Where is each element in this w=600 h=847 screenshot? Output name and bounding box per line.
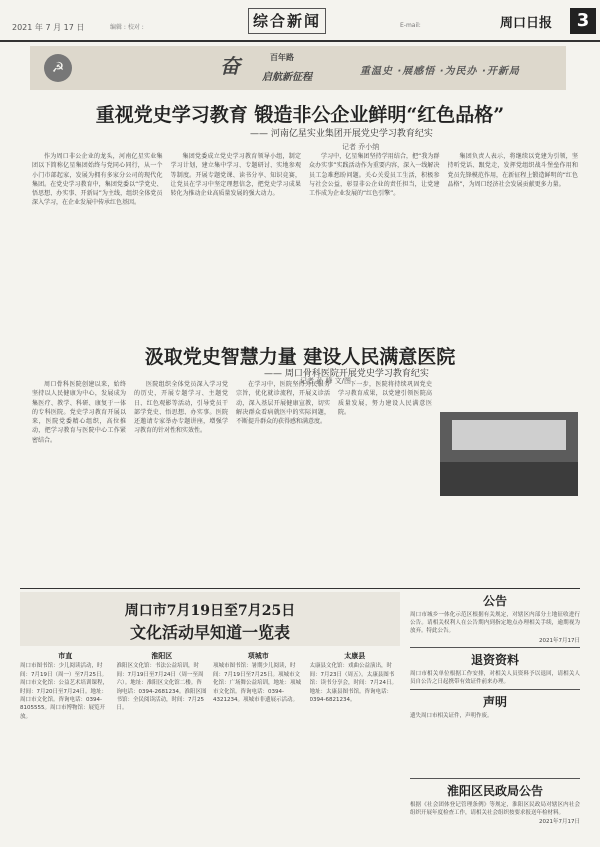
- notice-title: 公告: [482, 594, 507, 608]
- weekly-section: 太康县: [344, 652, 366, 660]
- article1-column: 集团党委成立党史学习教育领导小组，制定学习计划，建立集中学习、专题研讨、实地参观等制度。开展专题党课、读书分享、知识竞赛，让党员在学习中坚定理想信念，把党史学习成果转化为推动企业高质量发展的强大动力。: [170, 153, 301, 198]
- party-emblem-icon: ☭: [44, 54, 72, 82]
- weekly-activities: [20, 592, 400, 847]
- banner-slogans: 重温史 ·展感悟 ·为民办 ·开新局: [360, 66, 520, 77]
- weekly-column: [213, 650, 304, 845]
- photo-screen: [452, 420, 566, 450]
- statement-title: 声明: [482, 695, 507, 710]
- bureau-date: 2021年7月17日: [539, 819, 580, 826]
- article1-headline: 重视党史学习教育 锻造非公企业鲜明“红色品格”: [95, 104, 505, 126]
- article2-column: 在学习中，医院坚持为民服务宗旨，优化就诊流程，开展义诊活动，深入基层开展健康宣教，切实解决群众看病就医中的实际问题，不断提升群众的获得感和满意度。: [236, 381, 330, 426]
- weekly-section: 淮阳区: [151, 652, 173, 660]
- weekly-column: [310, 650, 401, 845]
- paper-name: 周口日报: [500, 16, 553, 31]
- article1-column: 集团负责人表示，将继续以党建为引领，坚持听党话、跟党走，发挥党组织战斗堡垒作用和党员先锋模范作用，在新征程上锻造鲜明的“红色品格”，为周口经济社会发展贡献更多力量。: [447, 153, 578, 188]
- weekly-text: 周口市图书馆：少儿阅读活动，时间：7月19日（周一）至7月25日。周口市文化馆：公益艺术培训课程，时间：7月20日至7月24日。地址：周口市文化馆。咨询电话：0394-8105555。周口市博物馆：展览开放。: [20, 663, 109, 720]
- centenary-banner: [30, 46, 566, 90]
- article2-column: 周口骨科医院创建以来，始终坚持以人民健康为中心，发展成为集医疗、教学、科研、康复于一体的专科医院。党史学习教育开展以来，医院党委精心组织，高位推动，把学习教育与医院中心工作紧密结合。: [32, 381, 126, 444]
- weekly-column: [20, 650, 111, 845]
- article1-column: 学习中，亿星集团坚持学用结合，把“我为群众办实事”实践活动作为重要内容，深入一线解决员工急难愁盼问题。关心关爱员工生活，积极参与社会公益，彰显非公企业的责任担当，让党建工作成为企业发展的“红色引擎”。: [309, 153, 440, 198]
- article1-byline: 记者 乔小纳: [342, 143, 380, 151]
- statement-box: [410, 689, 580, 720]
- article2-byline: 记者 孙 峰 文/图: [300, 377, 352, 385]
- section-title: 综合新闻: [248, 8, 326, 34]
- weekly-text: 淮阳区文化馆：书法公益培训，时间：7月19日至7月24日（周一至周六）。地址：淮阳区文化馆二楼。咨询电话：0394-2681234。淮阳区图书馆：全民阅读活动，时间：7月25日。: [116, 663, 207, 712]
- weekly-section: 项城市: [247, 652, 269, 660]
- weekly-title-line2: 文化活动早知道一览表: [129, 623, 290, 642]
- notice-text: 周口市城乡一体化示范区根据有关规定，对辖区内部分土地征收进行公告。请相关权利人在公告期内到指定地点办理相关手续，逾期视为放弃。特此公告。: [410, 612, 580, 635]
- issue-date: 2021 年 7 月 17 日: [12, 23, 85, 32]
- bureau-title: 淮阳区民政局公告: [446, 784, 543, 798]
- civil-affairs-notice: [410, 775, 580, 847]
- article1-column: 作为周口非公企业的龙头，河南亿星实业集团以下简称亿星集团始终与党同心同行，从一个小门市部起家，发展为拥有多家分公司的现代化集团。在党史学习教育中，集团党委以“学党史、悟思想、办实事、开新局”为主线，组织全体党员深入学习，在企业发展中传承红色基因。: [32, 153, 163, 207]
- article2-headline: 汲取党史智慧力量 建设人民满意医院: [144, 346, 456, 368]
- contact-line: E-mail:: [400, 22, 421, 29]
- weekly-text: 项城市图书馆：暑期少儿阅读，时间：7月19日至7月25日。项城市文化馆：广场舞公益培训，地址：项城市文化馆。咨询电话：0394-4321234。项城市非遗展示活动。: [213, 663, 302, 704]
- meeting-photo: [440, 412, 578, 496]
- bureau-text: 根据《社会团体登记管理条例》等规定，淮阳区民政局对辖区内社会组织开展年度检查工作，请相关社会组织按要求报送年检材料。: [410, 802, 580, 817]
- editor-line: 编辑 : 校对 :: [110, 24, 144, 31]
- weekly-header: [20, 592, 400, 646]
- weekly-title-line1: 周口市7月19日至7月25日: [124, 603, 296, 619]
- weekly-column: [117, 650, 208, 845]
- section-divider: [20, 588, 580, 589]
- article2-column: 下一步，医院将持续巩固党史学习教育成果，以党建引领医院高质量发展，努力建设人民满意医院。: [338, 381, 432, 416]
- page-number: 3: [570, 8, 596, 34]
- weekly-section: 市直: [58, 652, 73, 660]
- refund-title: 退资资料: [470, 652, 519, 667]
- banner-tag-bottom: 启航新征程: [262, 72, 312, 83]
- weekly-text: 太康县文化馆：戏曲公益演出，时间：7月23日（周五）。太康县图书馆：读书分享会，时间：7月24日。地址：太康县图书馆。咨询电话：0394-6821234。: [309, 663, 397, 704]
- statement-text: 遗失周口市相关证件，声明作废。: [410, 713, 493, 720]
- banner-calligraphy: 奋: [220, 54, 240, 78]
- refund-text: 周口市相关单位根据工作安排，对相关人员资料予以退回，请相关人员自公告之日起携带有效证件前来办理。: [410, 670, 580, 685]
- article1-subtitle: —— 河南亿星实业集团开展党史学习教育纪实: [250, 129, 433, 139]
- article2-column: 医院组织全体党员深入学习党的历史，开展专题学习、主题党日、红色观影等活动，引导党员干部学党史、悟思想、办实事。医院还邀请专家举办专题讲座，增强学习教育的针对性和实效性。: [134, 381, 228, 435]
- page-header: [0, 0, 600, 42]
- article1-body: [32, 152, 578, 342]
- refund-box: [410, 647, 580, 686]
- notice-date: 2021年7月17日: [539, 637, 580, 644]
- article2-subtitle: —— 周口骨科医院开展党史学习教育纪实: [264, 369, 429, 379]
- weekly-grid: [20, 650, 400, 845]
- civil-affairs-box: [410, 778, 580, 825]
- photo-audience: [440, 462, 578, 496]
- banner-tag-top: 百年路: [270, 53, 294, 62]
